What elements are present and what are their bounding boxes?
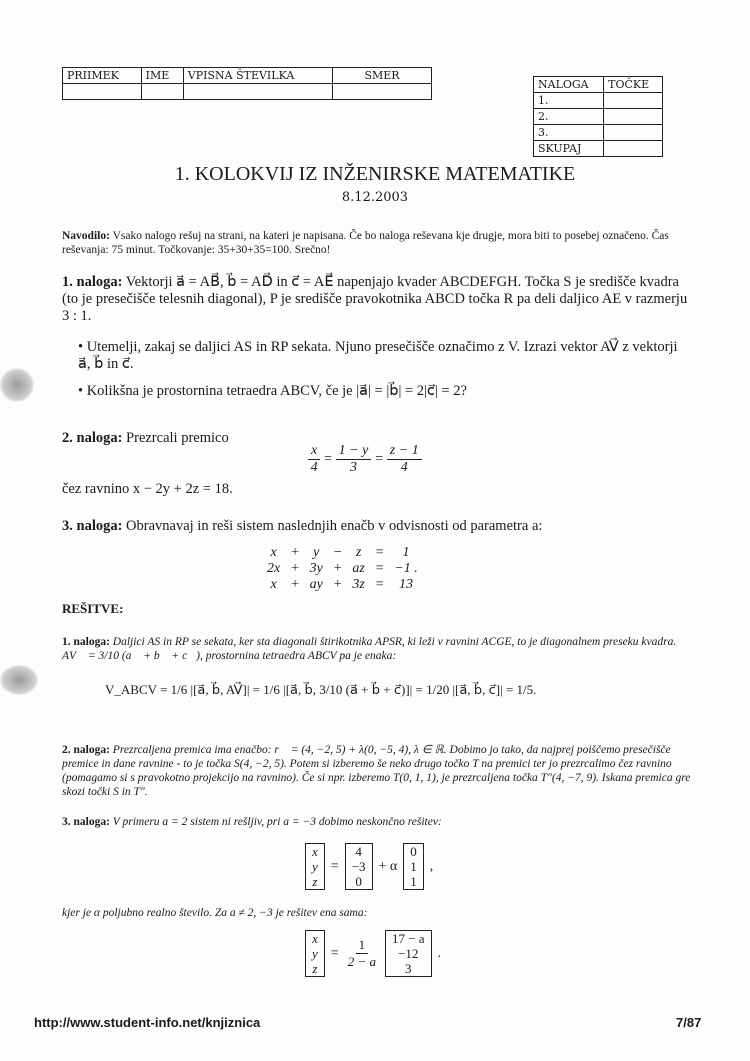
solution-3 bbox=[62, 815, 692, 829]
task-label: 3. naloga: bbox=[62, 816, 110, 828]
field-vpisna[interactable] bbox=[183, 84, 332, 100]
cell: y bbox=[312, 859, 318, 874]
system-row bbox=[262, 545, 423, 561]
task-2-plane: čez ravnino x − 2y + 2z = 18. bbox=[62, 481, 233, 497]
system-cell: ay bbox=[309, 577, 323, 592]
cell: 4 bbox=[355, 844, 362, 859]
system-cell: + bbox=[290, 561, 300, 576]
score-header-tocke: TOČKE bbox=[604, 77, 663, 93]
student-info-table bbox=[62, 67, 432, 100]
system-cell: = bbox=[374, 577, 385, 592]
task-text: Obravnavaj in reši sistem naslednjih enačb v odvisnosti od parametra a: bbox=[122, 518, 543, 534]
field-priimek[interactable] bbox=[63, 84, 142, 100]
frac-num: 1 bbox=[356, 937, 369, 954]
score-table bbox=[533, 76, 663, 157]
system-cell: 2x bbox=[267, 561, 281, 576]
exam-date: 8.12.2003 bbox=[341, 190, 409, 205]
volume-formula: V_ABCV = 1/6 |[a⃗, b⃗, AV⃗]| = 1/6 |[a⃗, b⃗, 3/10 (a⃗ + b⃗ + c⃗)]| = 1/20 |[a⃗, b⃗, c⃗]| = 1/5. bbox=[105, 682, 537, 697]
solution-2 bbox=[62, 743, 692, 799]
solution-matrix-2: x y z = $\frac{1}{2 - a}$ 17 − a −12 3 . bbox=[305, 930, 441, 977]
system-cell: x bbox=[270, 577, 277, 592]
system-cell: = bbox=[374, 545, 385, 560]
scan-smudge bbox=[0, 368, 34, 402]
task-label: 2. naloga: bbox=[62, 430, 123, 446]
task-label: 1. naloga: bbox=[62, 274, 123, 290]
col-vpisna: VPISNA ŠTEVILKA bbox=[183, 68, 332, 84]
system-cell: az bbox=[352, 561, 365, 576]
system-row bbox=[262, 561, 423, 577]
cell: 1 bbox=[410, 874, 417, 889]
system-cell: = bbox=[374, 561, 385, 576]
instructions-text: Vsako nalogo rešuj na strani, na kateri je napisana. Če bo naloga reševana kje drugje, mora biti to posebej označeno. Čas reševanja: 75 minut. Točkovanje: 35+30+35=100. Srečno! bbox=[62, 230, 669, 256]
system-cell: x bbox=[270, 545, 277, 560]
system-cell: 3z bbox=[352, 577, 365, 592]
cell: −3 bbox=[351, 859, 366, 874]
score-row-label: 3. bbox=[534, 125, 604, 141]
system-cell: 1 bbox=[402, 545, 410, 560]
system-row bbox=[262, 577, 423, 593]
solution-text: Daljici AS in RP se sekata, ker sta diagonali štirikotnika APSR, ki leži v ravnini ACGE, to je diagonalnem preseku kvadra. AV⃗ = 3/10 (a⃗ + b⃗ + c⃗), prostornina tetraedra ABCV pa je enaka: bbox=[62, 636, 677, 662]
system-cell: − bbox=[332, 545, 343, 560]
cell: 17 − a bbox=[391, 931, 425, 946]
score-cell[interactable] bbox=[604, 141, 663, 157]
score-row-label: 1. bbox=[534, 93, 604, 109]
score-cell[interactable] bbox=[604, 93, 663, 109]
frac-num: x bbox=[308, 443, 320, 460]
frac-den: 4 bbox=[310, 460, 318, 475]
score-cell[interactable] bbox=[604, 125, 663, 141]
cell: y bbox=[312, 946, 318, 961]
frac-den: 4 bbox=[400, 460, 408, 475]
frac-den: 3 bbox=[350, 460, 357, 475]
page-number: 7/87 bbox=[676, 1015, 702, 1030]
vector-direction bbox=[403, 843, 424, 890]
solution-text: Prezrcaljena premica ima enačbo: r⃗ = (4, −2, 5) + λ(0, −5, 4), λ ∈ ℝ. Dobimo jo tako, da najprej poiščemo presečišče premice in dane ravnine - to je točka S(4, −2, 5). Potem si izberemo še neko drugo točko T na premici ter jo prezrcalimo čez ravnino (pomagamo si s pravokotno projekcijo na ravnino). Če si npr. izberemo T(0, 1, 1), je prezrcaljena točka T″(4, −7, 9). Iskana premica gre skozi točki S in T″. bbox=[62, 744, 691, 798]
solution-3-middle: kjer je α poljubno realno število. Za a ≠ 2, −3 je rešitev ena sama: bbox=[62, 907, 368, 919]
task-1-bullet: • Utemelji, zakaj se daljici AS in RP sekata. Njuno presečišče označimo z V. Izrazi vektor AV⃗ z vektorji a⃗, b⃗ in c⃗. bbox=[78, 339, 678, 372]
bullet-text: Utemelji, zakaj se daljici AS in RP sekata. Njuno presečišče označimo z V. Izrazi vektor AV⃗ z vektorji a⃗, b⃗ in c⃗. bbox=[78, 339, 678, 372]
system-cell: 13 bbox=[398, 577, 413, 592]
page-title: 1. KOLOKVIJ IZ INŽENIRSKE MATEMATIKE bbox=[174, 163, 576, 185]
cell: 0 bbox=[410, 844, 417, 859]
task-3 bbox=[62, 518, 692, 535]
task-label: 2. naloga: bbox=[62, 744, 110, 756]
solution-1 bbox=[62, 635, 692, 663]
instructions bbox=[62, 229, 692, 257]
punct: , bbox=[429, 858, 434, 874]
col-ime: IME bbox=[141, 68, 183, 84]
task-label: 1. naloga: bbox=[62, 636, 110, 648]
cell: z bbox=[312, 874, 318, 889]
task-label: 3. naloga: bbox=[62, 518, 123, 534]
solutions-heading: REŠITVE: bbox=[62, 601, 124, 616]
system-cell: + bbox=[332, 561, 343, 576]
operator: + α bbox=[378, 858, 398, 874]
scan-smudge bbox=[0, 665, 38, 695]
field-smer[interactable] bbox=[333, 84, 432, 100]
punct: . bbox=[437, 945, 442, 961]
system-cell: + bbox=[332, 577, 343, 592]
line-equation: $\frac{x}{4}$ = $\frac{1 - y}{3}$ = $\frac{z - 1}{4}$ bbox=[305, 443, 425, 476]
equation-system bbox=[262, 545, 423, 593]
score-header-naloga: NALOGA bbox=[534, 77, 604, 93]
task-1 bbox=[62, 274, 692, 325]
frac-num: z − 1 bbox=[387, 443, 422, 460]
vector-xyz bbox=[305, 930, 325, 977]
cell: z bbox=[312, 961, 318, 976]
instructions-label: Navodilo: bbox=[62, 230, 110, 242]
cell: x bbox=[312, 844, 318, 859]
cell: 0 bbox=[355, 874, 362, 889]
system-cell: + bbox=[290, 545, 300, 560]
vector-point bbox=[345, 843, 373, 890]
solution-matrix-1: x y z = 4 −3 0 + α 0 1 1 , bbox=[305, 843, 433, 890]
col-priimek: PRIIMEK bbox=[63, 68, 142, 84]
frac-num: 1 − y bbox=[336, 443, 372, 460]
cell: x bbox=[312, 931, 318, 946]
frac-den: 2 − a bbox=[347, 954, 376, 969]
system-cell: z bbox=[355, 545, 362, 560]
score-row-label: SKUPAJ bbox=[534, 141, 604, 157]
system-cell: y bbox=[313, 545, 320, 560]
bullet-text: Kolikšna je prostornina tetraedra ABCV, če je |a⃗| = |b⃗| = 2|c⃗| = 2? bbox=[86, 383, 467, 399]
system-cell: 3y bbox=[309, 561, 323, 576]
task-text: Prezrcali premico bbox=[122, 430, 229, 446]
score-row-label: 2. bbox=[534, 109, 604, 125]
cell: 3 bbox=[405, 961, 412, 976]
vector-solution bbox=[385, 930, 432, 977]
vector-xyz bbox=[305, 843, 325, 890]
task-1-bullet: • Kolikšna je prostornina tetraedra ABCV, če je |a⃗| = |b⃗| = 2|c⃗| = 2? bbox=[78, 383, 467, 399]
task-text: Vektorji a⃗ = AB⃗, b⃗ = AD⃗ in c⃗ = AE⃗ napenjajo kvader ABCDEFGH. Točka S je središče kvadra (to je presečišče telesnih diagonal), P je središče pravokotnika ABCD točka R pa deli daljico AE v razmerju 3 : 1. bbox=[62, 274, 688, 324]
col-smer: SMER bbox=[333, 68, 432, 84]
system-cell: −1 . bbox=[394, 561, 418, 576]
field-ime[interactable] bbox=[141, 84, 183, 100]
footer-url[interactable]: http://www.student-info.net/knjiznica bbox=[34, 1015, 261, 1030]
score-cell[interactable] bbox=[604, 109, 663, 125]
solution-text: V primeru a = 2 sistem ni rešljiv, pri a = −3 dobimo neskončno rešitev: bbox=[109, 816, 442, 828]
cell: −12 bbox=[398, 946, 419, 961]
system-cell: + bbox=[290, 577, 300, 592]
cell: 1 bbox=[410, 859, 417, 874]
